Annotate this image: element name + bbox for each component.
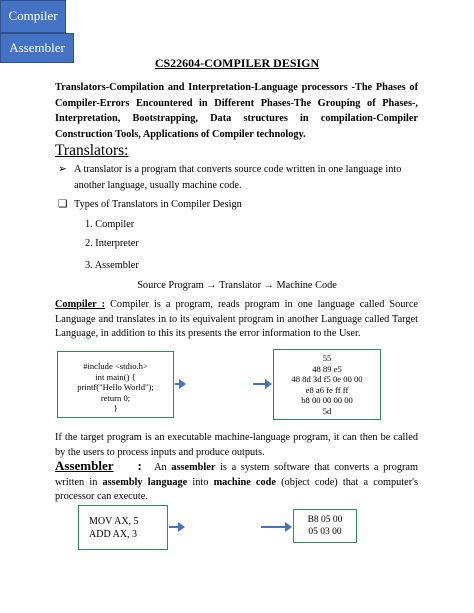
assembly-line: ADD AX, 3 (89, 528, 138, 540)
compiler-paragraph (55, 298, 418, 342)
assembly-code-box (78, 505, 168, 550)
type-item-compiler: 1. Compiler (85, 219, 135, 230)
translator-definition (58, 162, 420, 194)
machine-line: 05 03 00 (308, 526, 342, 537)
arrow-right-icon (175, 383, 184, 385)
object-line: 5d (322, 405, 332, 416)
assembler-definition: An assembler is a system software that converts a program written in assembly language into machine code (object code) that a computer's processor can execute. (55, 462, 418, 502)
assembly-line: MOV AX, 5 (89, 516, 139, 527)
source-line: } (113, 403, 118, 414)
translation-flow-line: Source Program → Translator → Machine Code (137, 280, 337, 291)
object-line: 48 8d 3d f5 0e 00 00 (291, 374, 363, 385)
arrow-bullet-icon: ➢ (58, 164, 67, 175)
object-code-box (273, 349, 381, 420)
translator-types-text: Types of Translators in Compiler Design (74, 199, 242, 210)
object-line: b8 00 00 00 00 (301, 395, 353, 406)
source-code-box (57, 351, 174, 418)
arrow-right-icon (261, 526, 290, 528)
type-item-interpreter: 2. Interpreter (85, 238, 139, 249)
arrow-right-icon (169, 526, 183, 528)
machine-line: B8 05 00 (307, 515, 343, 525)
compiler-term: Compiler : (55, 299, 106, 310)
target-program-paragraph: If the target program is an executable machine-language program, it can then be called by the users to process inputs and produce outputs. (55, 432, 418, 458)
source-line: printf("Hello World"); (77, 382, 154, 393)
source-line: int main() { (95, 371, 136, 382)
compiler-definition: Compiler is a program, reads program in one language called Source Language and translates in to its equivalent program in another Language called Target Language, in addition to this its presents the error information to the User. (55, 299, 418, 339)
object-line: 55 (322, 353, 332, 363)
type-item-assembler: 3. Assembler (85, 260, 139, 271)
translators-heading: Translators: (55, 142, 129, 159)
assembler-box: Assembler (0, 33, 74, 63)
syllabus-topics: Translators-Compilation and Interpretation-Language processors -The Phases of Compiler-Errors Encountered in Different Phases-The Grouping of Phases-, Interpretation, Bootstrapping, Data structures in compilation-Compiler Construction Tools, Applications of Compiler technology. (55, 82, 418, 140)
arrow-right-icon (253, 383, 270, 385)
square-bullet-icon: ❑ (58, 199, 68, 210)
page-title: CS22604-COMPILER DESIGN (154, 56, 320, 70)
compiler-box: Compiler (0, 0, 66, 33)
source-line: #include <stdio.h> (83, 361, 148, 371)
translator-definition-text: A translator is a program that converts source code written in one language into another language, usually machine code. (74, 164, 402, 191)
source-line: return 0; (100, 392, 131, 403)
assembler-term: Assembler (55, 458, 114, 473)
object-line: e8 a6 fe ff ff (305, 384, 349, 395)
object-line: 48 89 e5 (312, 363, 342, 374)
translator-types-heading (58, 197, 242, 213)
machine-code-box (293, 509, 357, 543)
assembler-colon: : (137, 458, 142, 473)
